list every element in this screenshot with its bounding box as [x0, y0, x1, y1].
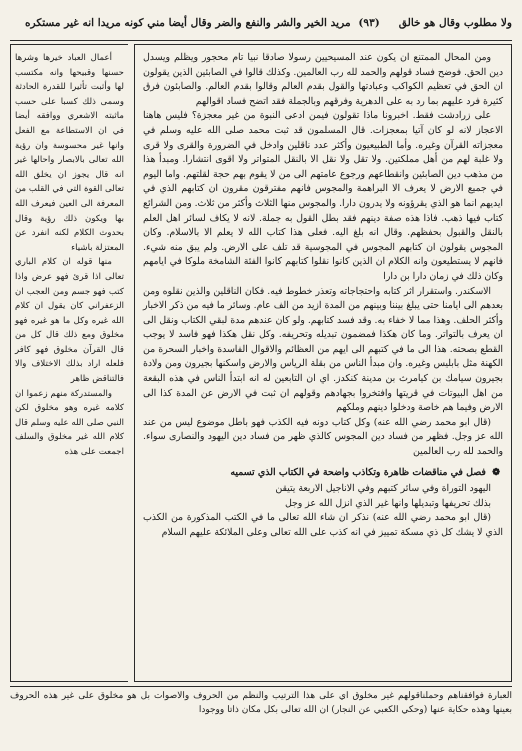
margin-paragraph-3: والمستدركة منهم زعموا ان كلامه غيره وهو مخلوق لكن النبي صلى الله عليه وسلم قال كلام الله غير مخلوق والسلف اجمعت على هذه: [15, 388, 124, 458]
section-paragraph-1: اليهود التوراة وفي سائر كتبهم وفي الاناجيل الاربعة يتيقن: [275, 483, 491, 495]
section-ornament-icon: ❁: [492, 466, 500, 478]
main-paragraph-4: (قال ابو محمد رضي الله عنه) وكل كتاب دونه فيه الكذب فهو باطل موضوع ليس من عند الله عز وجل. فظهر من فساد دين المجوس كالذي ظهر من فساد دين اليهود والنصارى سواء. والحمد لله رب العالمين: [143, 416, 503, 458]
margin-paragraph-2: منها قوله ان كلام الباري تعالى اذا قرئ فهو عرض واذا كتب فهو جسم ومن العجب ان الزعفراني كان يقول ان كلام الله غيره وكل ما هو غيره فهو مخلوق ومع ذلك قال كل من قال القرآن مخلوق فهو كافر فلعله اراد بذلك الاختلاف والا فالتناقض ظاهر: [15, 257, 124, 385]
page-footer-commentary: [10, 686, 512, 750]
page-header: [10, 6, 512, 41]
margin-running-head: ولا مطلوب وقال هو خالق: [398, 16, 512, 29]
section-title-text: فصل في مناقضات ظاهرة وتكاذب واضحة في الكتاب الذي تسميه: [230, 466, 486, 478]
main-paragraph-3: الاسكندر. واستقرار اثر كتابه واحتجاجاته وتعذر خطوط فيه. فكان الناقلين والذين نقلوه ومن بعدهم الى ايامنا حتى يبلغ بيننا وبينهم من المدة ازيد من الف عام. وسائر ما فيه من ذكر الاخبار وأكثر الحلف. وهذا مما لا خفاء به. وقد فسد كتابهم. ولو كان عندهم مدة لبقي الكتاب ونقل الى ان يعرف بالتواتر. وما كان هكذا فمضمون تبديله وتحريفه. وكل نقل هكذا فهو فاسد لا يوجب القطع بصحته. هذا الى ما في كتبهم الى ايهم من العظائم والاقوال الفاسدة واخبار السحرة من الكهنة مثل بابليس وغيره. وان مبدأ الناس من بقلة الرياس والارض واسكنها بجيرون ومن ولادة بجيرون سيامك بن كيامرث بن مدينة كنكدز. اي ان التابعين له انه ابتدأ الناس في هذه البقعة من اهل البيوتات في قريتها وافتخروا بجهادهم وقولهم ان ثبت في الارض عن المدة كذا الى الارض وفيما هم خاصة ودخلوا دينهم وملكهم: [143, 285, 503, 414]
footer-text: العبارة فوافقناهم وحملناقولهم غير مخلوق اي على هذا الترتيب والنظم من الحروف والاصوات بل هو مخلوق على غير هذه الحروف بعينها وهذه حكاية عنها (وحكي الكعبي عن النجار) ان الله تعالى بكل مكان ذاتا ووجودا: [10, 691, 512, 715]
main-text-column: [134, 44, 512, 682]
section-title: [143, 466, 503, 481]
main-paragraph-1: ومن المحال الممتنع ان يكون عند المسيحيين رسولا صادقا نبيا تام محجور ويظلم ويسدل دين الحق. فوضح فساد قولهم والحمد لله رب العالمين. وكذلك قالوا في الصابئين الذين يقولون ان الحق في تعظيم الكواكب وعبادتها والقول بقدم العالم وقالوا بقدم العالم. والصابئون فرق كثيرة فرد عليهم بما رد به على الدهرية وفرقهم وبالجملة فقد اتضح فساد اقوالهم: [143, 52, 503, 107]
margin-paragraph-1: أعمال العباد خيرها وشرها حسنها وقبيحها وانه مكتسب لها وأثبت تأثيرا للقدرة الحادثة وسمى ذلك كسبا على حسب ماثبته الاشعري ووافقه أيضا في ان الاستطاعة مع الفعل وانها غير محسوسة وان رؤية الله تعالى بالابصار واحالها غير انه قال يجوز ان يخلق الله تعالى القوة التي في القلب من المعرفة الى العين فيعرف الله بها ويكون ذلك رؤية وقال بحدوث الكلام لكنه انفرد عن المعتزلة باشياء: [15, 53, 124, 253]
page-number: (٩٣): [358, 16, 380, 29]
page-frame: [10, 44, 512, 682]
running-title: [10, 18, 399, 29]
section-paragraph-2: بذلك تحريفها وتبديلها وانها غير الذي انزل الله عز وجل: [284, 497, 491, 509]
main-paragraph-2: على زرادشت فقط. اخبرونا ماذا تقولون فيمن ادعى النبوة من غير معجزة؟ فليس هاهنا الاعجاز لانه لو كان آتيا بمعجزات. قال المسلمون قد ثبت محمد صلى الله عليه وسلم في معجزاته القرآن وغيره. وأما الطبيعيون وأكثر عدد ناقلين وادخل في الضرورة والقرى ولا قرى ولا غلبة لهم من أهل مملكتين. ولا تقل ولا نقل الا بالنقل المتواتر ولا اقوى انتشارا. ومبدأ هذا من مذهب دين الصابئين وانقطاعهم ورجوع عامتهم الى من لا يقوم بهم حجة لقلتهم. واما اليوم في جميع الارض لا يعرف الا البراهمة والمجوس فانهم مفترقون مقرون ان كتابهم الذي في ايديهم انما هو الذي يقرؤونه ولا يدرون دارا. والمجوس منها الثلاث وأكثر من ثلاث. ومن الشرائع كتاب فيها ذهب. فاذا هذه صفة دينهم فقد بطل القول به جملة. لانه لا يكاف لسائر اهل العلم بالنقل والقبول بحفظهم. وقال انه بلغ اليه. فعلى هذا كتاب الله لا يعلم الا بالاسلام. وكان المجوس يقولون ان كتابهم المجوس في المجوسية قد تلف على الارض. ولم يبق منه شيء. فانهم لا يستطيعون وانه الكلام ان الذين كانوا نقلوا كتابهم كانوا الفئة الشامخة ملوكا في ايامهم وكان ذلك في زمان دارا بن دارا: [143, 110, 503, 282]
section-paragraph-3: (قال ابو محمد رضي الله عنه) نذكر ان شاء الله تعالى ما في الكتب المذكورة من الكذب الذي لا يشك كل ذي مسكة تمييز في انه كذب على الله تعالى وعلى الملائكة عليهم السلام: [143, 512, 503, 538]
running-title-text: مريد الخير والشر والنفع والضر وقال أيضا مني كونه مريدا انه غير مستكره: [24, 16, 351, 29]
margin-commentary-column: [10, 44, 128, 682]
